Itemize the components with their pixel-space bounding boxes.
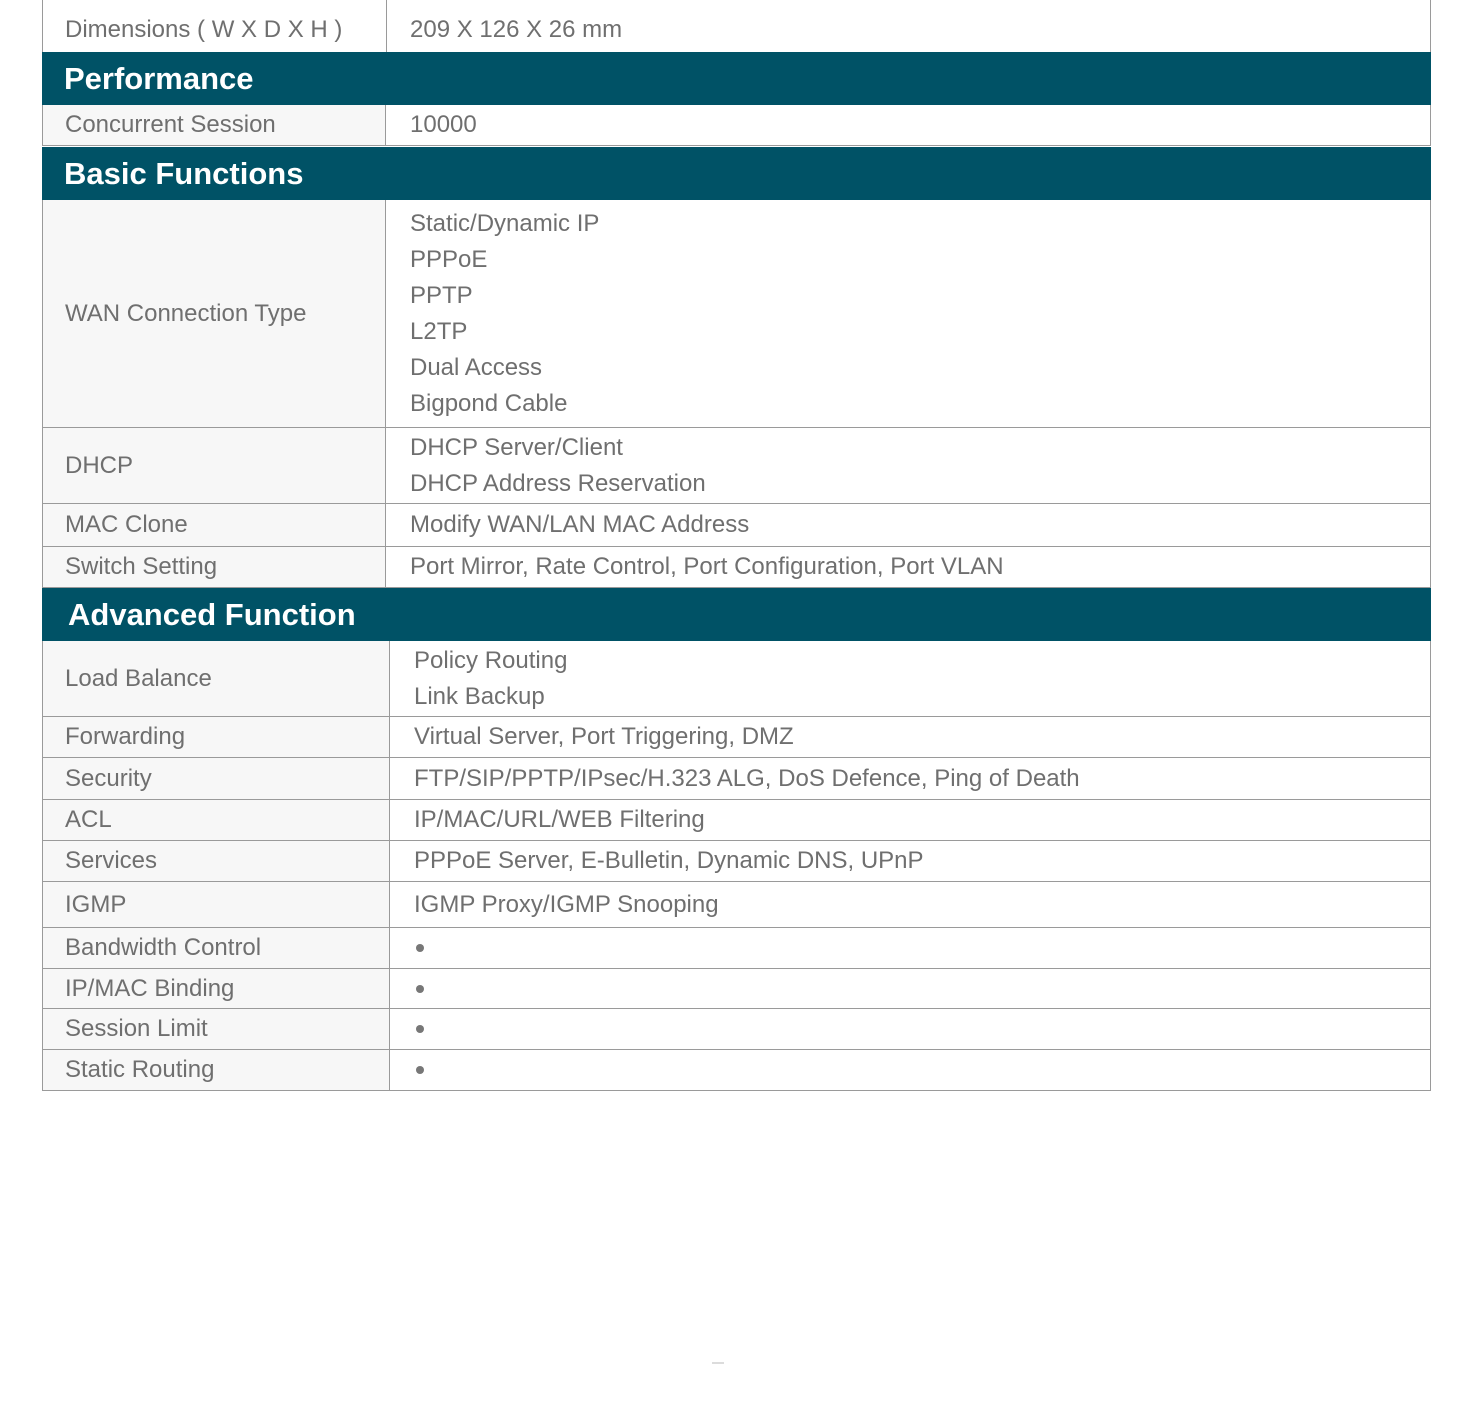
section-body-basic-functions [42, 200, 1431, 588]
row-label: IP/MAC Binding [43, 969, 390, 1008]
row-label: Forwarding [43, 717, 390, 757]
row-value [386, 504, 1430, 546]
row-label: Concurrent Session [43, 105, 386, 145]
row-value [386, 200, 1430, 427]
value-line: Bigpond Cable [410, 389, 568, 417]
row-value [386, 105, 1430, 145]
row-value [390, 969, 1430, 1008]
value-line: DHCP Address Reservation [410, 469, 706, 497]
value-line: Port Mirror, Rate Control, Port Configuration, Port VLAN [410, 553, 1004, 580]
row-value [390, 717, 1430, 757]
row-label: ACL [43, 800, 390, 840]
row-label: Switch Setting [43, 547, 386, 587]
supported-bullet-icon [416, 985, 424, 993]
spec-row-switch-setting [42, 547, 1431, 588]
spec-row-load-balance [42, 641, 1431, 717]
row-value: 209 X 126 X 26 mm [410, 16, 623, 43]
row-value [390, 758, 1430, 799]
column-divider [386, 0, 387, 52]
value-line: L2TP [410, 317, 468, 345]
spec-row-security [42, 758, 1431, 800]
value-line: PPPoE Server, E-Bulletin, Dynamic DNS, UPnP [414, 847, 924, 874]
spec-row-igmp [42, 882, 1431, 928]
row-label: WAN Connection Type [43, 200, 386, 427]
row-label: Load Balance [43, 641, 390, 716]
value-line: FTP/SIP/PPTP/IPsec/H.323 ALG, DoS Defence, Ping of Death [414, 764, 1080, 792]
row-label: MAC Clone [43, 504, 386, 546]
spec-row-session-limit [42, 1009, 1431, 1050]
spec-table [42, 0, 1431, 1091]
row-value [386, 428, 1430, 503]
spec-row-acl [42, 800, 1431, 841]
value-line: PPTP [410, 281, 473, 309]
value-line: PPPoE [410, 245, 488, 273]
spec-row-services [42, 841, 1431, 882]
section-header-performance: Performance [42, 52, 1431, 105]
value-line: DHCP Server/Client [410, 433, 623, 461]
row-label: Static Routing [43, 1050, 390, 1090]
row-label: Services [43, 841, 390, 881]
spec-row-ip-mac-binding [42, 969, 1431, 1009]
supported-bullet-icon [416, 1025, 424, 1033]
section-header-basic-functions: Basic Functions [42, 147, 1431, 200]
row-label: Dimensions ( W X D X H ) [65, 16, 343, 43]
row-label: Bandwidth Control [43, 928, 390, 968]
section-body-performance [42, 105, 1431, 146]
spec-row-bandwidth-control [42, 928, 1431, 969]
value-line: Policy Routing [414, 646, 568, 674]
row-value [390, 882, 1430, 927]
row-label: DHCP [43, 428, 386, 503]
row-value [390, 1050, 1430, 1090]
supported-bullet-icon [416, 1066, 424, 1074]
value-line: Static/Dynamic IP [410, 209, 600, 237]
row-label: Security [43, 758, 390, 799]
value-line: Modify WAN/LAN MAC Address [410, 511, 750, 538]
value-line: Virtual Server, Port Triggering, DMZ [414, 723, 794, 750]
row-value [390, 841, 1430, 881]
row-value [390, 928, 1430, 968]
value-line: 10000 [410, 111, 477, 138]
supported-bullet-icon [416, 944, 424, 952]
value-line: IGMP Proxy/IGMP Snooping [414, 890, 719, 918]
row-value [390, 800, 1430, 840]
cut-off-row-dimensions [42, 0, 1431, 52]
page-footer-mark [712, 1362, 724, 1364]
row-label: Session Limit [43, 1009, 390, 1049]
row-value [386, 547, 1430, 587]
spec-row-forwarding [42, 717, 1431, 758]
section-body-advanced-function [42, 641, 1431, 1091]
spec-row-dhcp [42, 428, 1431, 504]
spec-row-concurrent-session [42, 105, 1431, 146]
spec-row-mac-clone [42, 504, 1431, 547]
row-value [390, 641, 1430, 716]
row-value [390, 1009, 1430, 1049]
spec-row-static-routing [42, 1050, 1431, 1091]
value-line: Link Backup [414, 682, 545, 710]
spec-row-wan-connection-type [42, 200, 1431, 428]
section-header-advanced-function: Advanced Function [42, 588, 1431, 641]
value-line: Dual Access [410, 353, 543, 381]
value-line: IP/MAC/URL/WEB Filtering [414, 806, 705, 833]
row-label: IGMP [43, 882, 390, 927]
